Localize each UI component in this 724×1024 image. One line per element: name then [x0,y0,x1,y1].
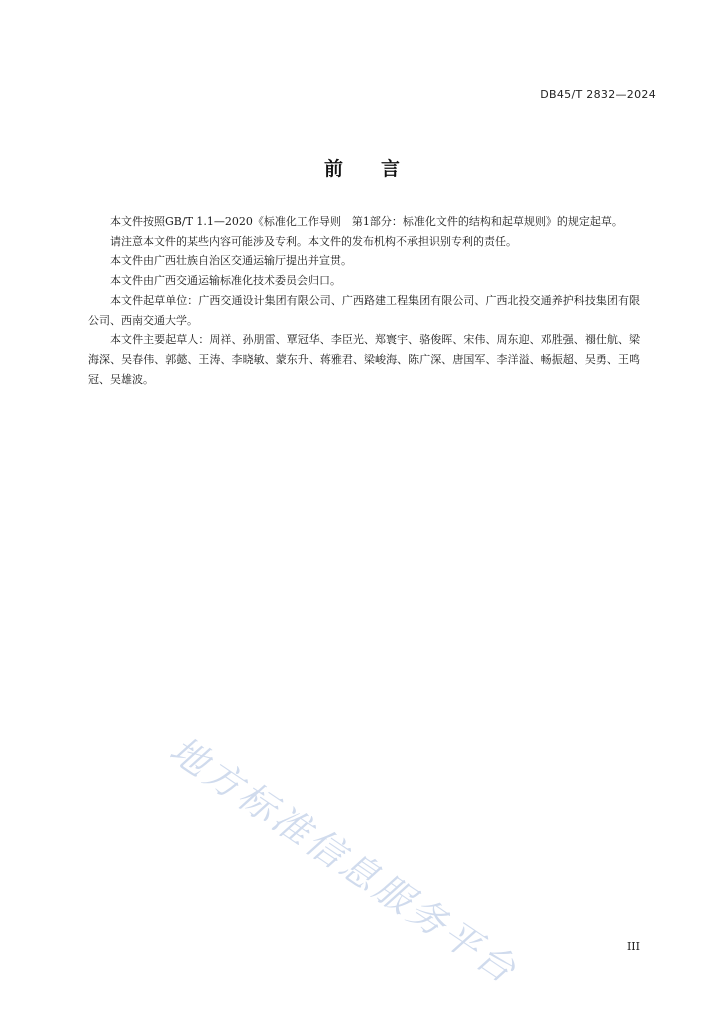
paragraph-proposer: 本文件由广西壮族自治区交通运输厅提出并宣贯。 [110,254,352,268]
page-title [0,154,724,181]
title-char-2: 言 [381,158,401,180]
watermark: 地方标准信息服务平台 [162,728,526,993]
paragraph-main-drafters: 本文件主要起草人：周祥、孙朋雷、覃冠华、李臣光、郑寰宇、骆俊晖、宋伟、周东迎、邓胜强、禤仕航、梁海深、吴春伟、郭懿、王涛、李晓敏、蒙东升、蒋雅君、梁峻海、陈广深、唐国军、李洋溢、畅振超、吴勇、王鸣冠、吴雄波。 [88,333,640,386]
paragraph-patent-notice: 请注意本文件的某些内容可能涉及专利。本文件的发布机构不承担识别专利的责任。 [110,234,517,248]
title-char-1: 前 [323,158,343,180]
foreword-body [88,212,640,389]
paragraph-centralized-management: 本文件由广西交通运输标准化技术委员会归口。 [110,274,341,288]
document-code: DB45/T 2832—2024 [540,88,656,101]
paragraph-drafting-units: 本文件起草单位：广西交通设计集团有限公司、广西路建工程集团有限公司、广西北投交通养护科技集团有限公司、西南交通大学。 [88,293,640,327]
paragraph-drafting-basis: 本文件按照GB/T 1.1—2020《标准化工作导则 第1部分：标准化文件的结构和起草规则》的规定起草。 [110,215,623,228]
page-number: III [626,940,640,953]
